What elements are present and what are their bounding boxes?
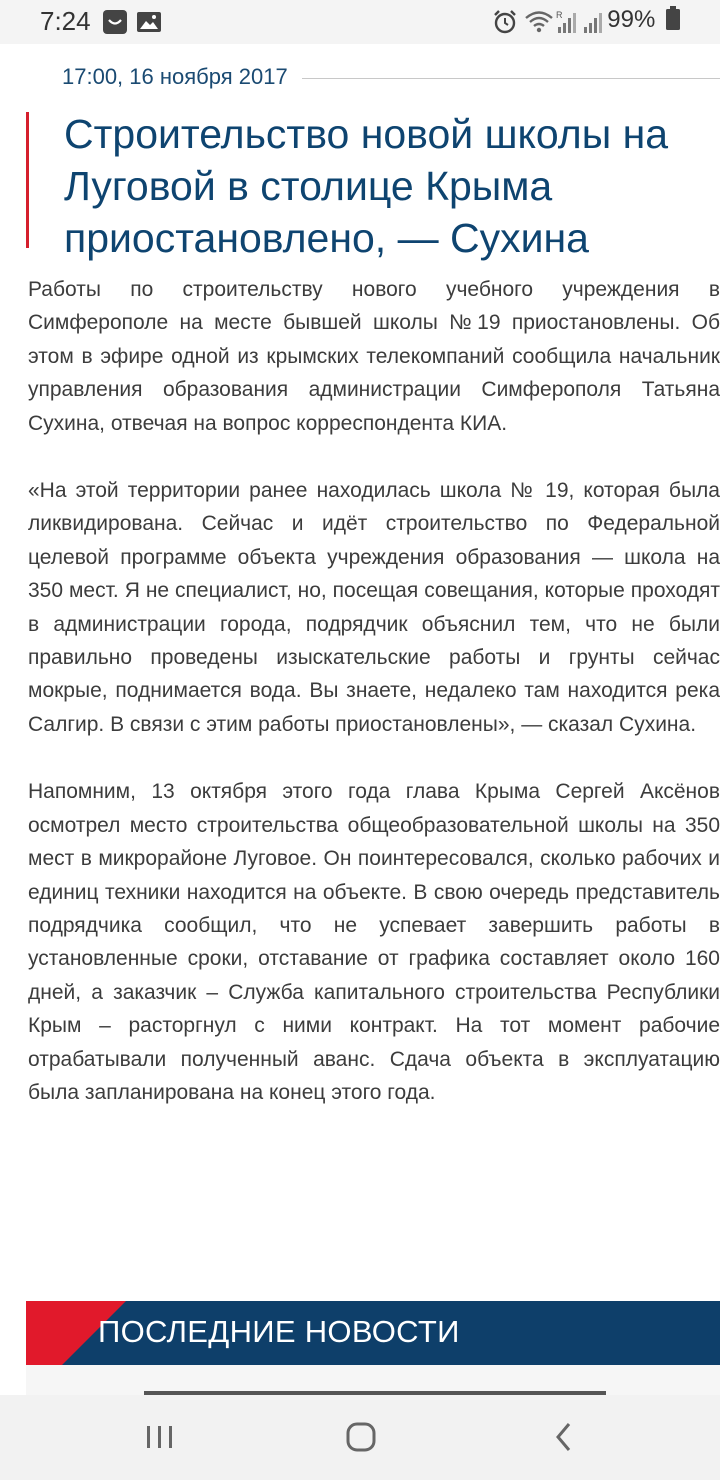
wifi-icon [524, 9, 554, 40]
date-divider [302, 78, 720, 79]
system-nav-bar [0, 1395, 720, 1480]
article-date: 17:00, 16 ноября 2017 [62, 64, 288, 89]
title-accent-bar [26, 112, 29, 248]
alarm-icon [492, 9, 518, 40]
status-time: 7:24 [40, 6, 91, 36]
samsung-icon [102, 9, 128, 40]
article-paragraph: «На этой территории ранее находилась школа № 19, которая была ликвидирована. Сейчас и идёт строительство по Федеральной целевой программе объекта учреждения образования — школа на 350 мест. Я не специалист, но, посещая совещания, которые проходят в администрации города, подрядчик объяснил тем, что не были правильно проведены изыскательские работы и грунты сейчас мокрые, поднимается вода. Вы знаете, недалеко там находится река Салгир. В связи с этим работы приостановлены», — сказал Сухина. [28, 479, 720, 736]
article-date-row [62, 64, 720, 94]
article-paragraph: Работы по строительству нового учебного учреждения в Симферополе на месте бывшей школы №19 приостановлены. Об этом в эфире одной из крымских телекомпаний сообщила начальник управления образования администрации Симферополя Татьяна Сухина, отвечая на вопрос корреспондента КИА. [28, 278, 720, 435]
signal-icon-2 [582, 9, 604, 40]
battery-icon [666, 6, 680, 37]
battery-status [607, 6, 680, 37]
recent-apps-icon[interactable] [130, 1413, 190, 1461]
article-body [28, 273, 720, 1143]
battery-percent: 99% [607, 6, 656, 33]
home-icon[interactable] [331, 1413, 391, 1461]
gallery-icon [136, 9, 162, 40]
back-icon[interactable] [534, 1413, 594, 1461]
latest-news-heading: ПОСЛЕДНИЕ НОВОСТИ [98, 1314, 460, 1349]
latest-news-banner[interactable] [26, 1301, 720, 1365]
svg-text:R: R [556, 10, 563, 20]
signal-icon [556, 9, 576, 40]
status-bar [0, 0, 720, 44]
article-paragraph: Напомним, 13 октября этого года глава Крыма Сергей Аксёнов осмотрел место строительства общеобразовательной школы на 350 мест в микрорайоне Луговое. Он поинтересовался, сколько рабочих и единиц техники находится на объекте. В свою очередь представитель подрядчика сообщил, что не успевает завершить работы в установленные сроки, отставание от графика составляет около 160 дней, а заказчик – Служба капитального строительства Республики Крым – расторгнул с ними контракт. На тот момент рабочие отрабатывали полученный аванс. Сдача объекта в эксплуатацию была запланирована на конец этого года. [28, 780, 720, 1104]
article-title: Строительство новой школы на Луговой в столице Крыма приостановлено, — Сухина [64, 111, 669, 261]
